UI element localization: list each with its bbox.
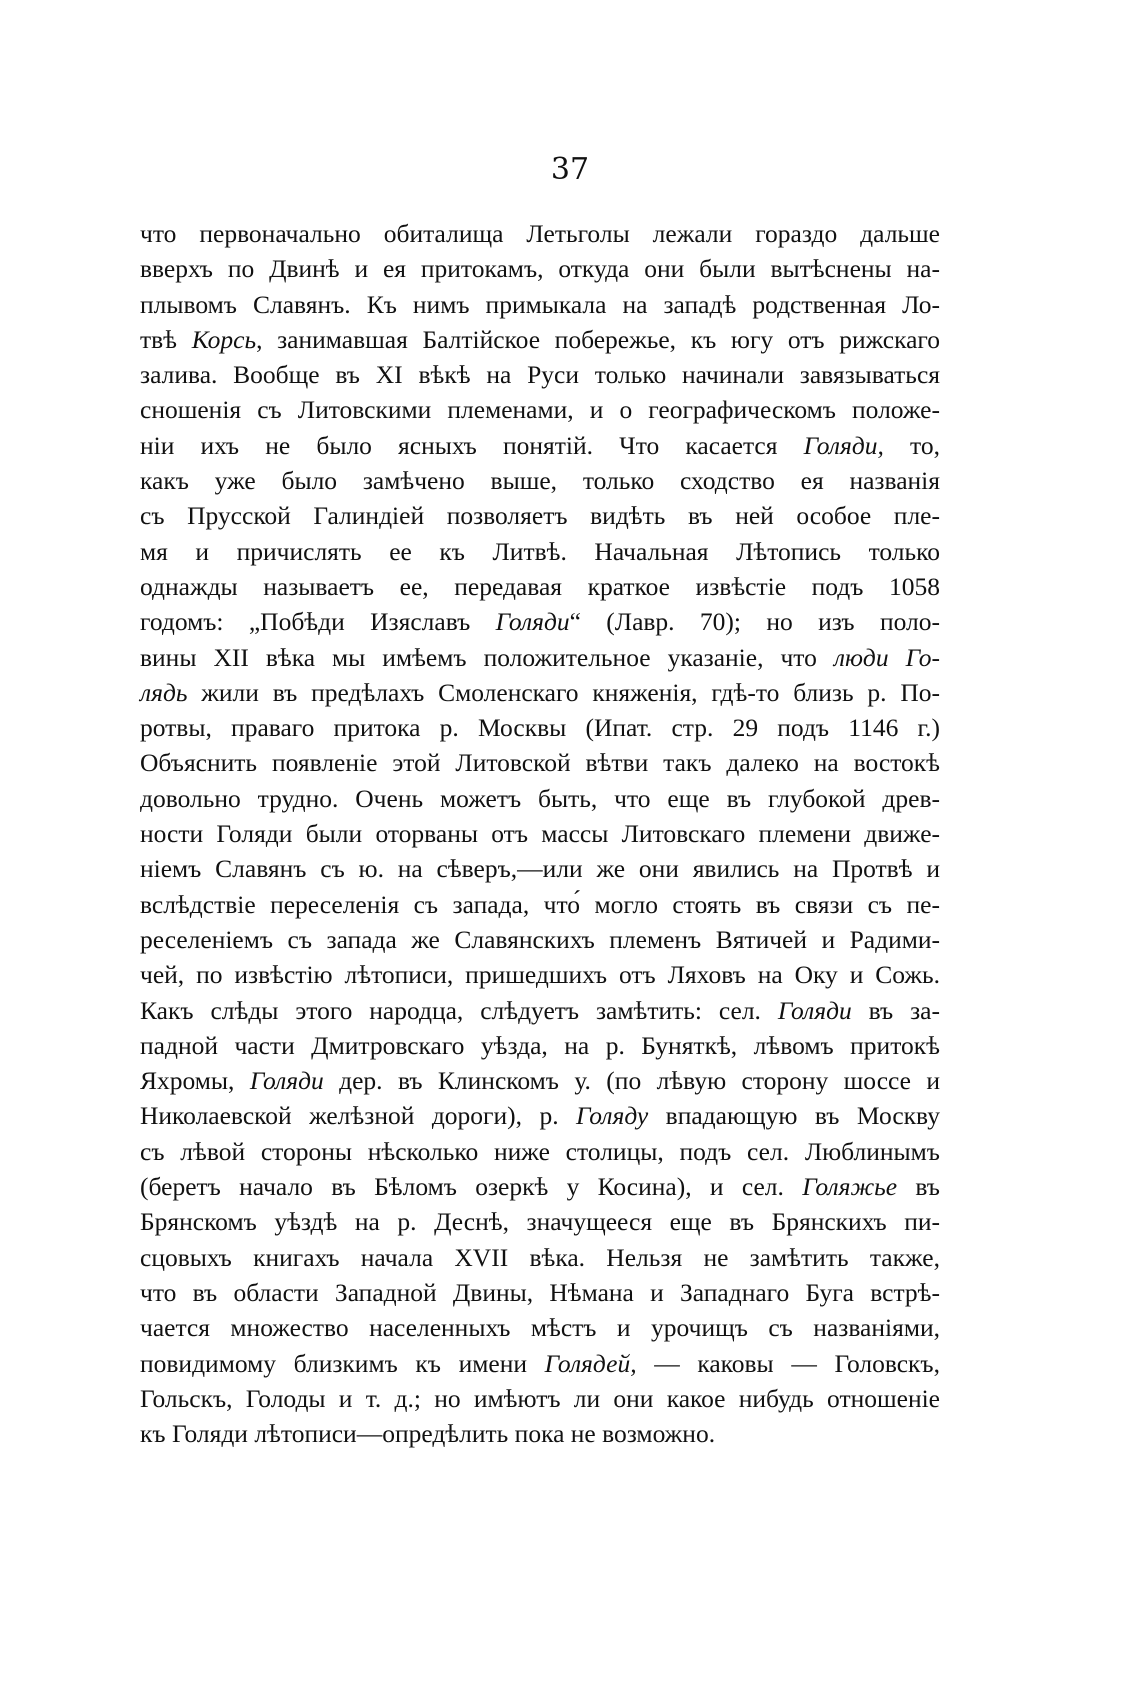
text-span: какъ уже было замѣчено выше, только сходство ея названія bbox=[140, 466, 940, 496]
text-span: впадающую въ Москву bbox=[648, 1101, 940, 1131]
text-line bbox=[140, 745, 940, 780]
italic-span: Голяжье bbox=[802, 1172, 898, 1202]
text-span: сношенія съ Литовскими племенами, и о географическомъ положе- bbox=[140, 395, 940, 425]
text-line bbox=[140, 887, 940, 922]
text-span: ротвы, праваго притока р. Москвы (Ипат. стр. 29 подъ 1146 г.) bbox=[140, 713, 940, 743]
text-span: чается множество населенныхъ мѣстъ и урочищъ съ названіями, bbox=[140, 1313, 940, 1343]
text-line bbox=[140, 392, 940, 427]
text-line bbox=[140, 1098, 940, 1133]
text-span: чей, по извѣстію лѣтописи, пришедшихъ отъ Ляховъ на Оку и Сожь. bbox=[140, 960, 940, 990]
text-line bbox=[140, 675, 940, 710]
body-paragraph bbox=[140, 216, 940, 1451]
italic-span: Голяди, bbox=[803, 430, 884, 460]
text-line bbox=[140, 1134, 940, 1169]
text-span: что первоначально обиталища Летьголы лежали гораздо дальше bbox=[140, 219, 940, 248]
text-span: годомъ: „Побѣди Изяславъ bbox=[140, 607, 496, 637]
text-line bbox=[140, 816, 940, 851]
text-span: съ лѣвой стороны нѣсколько ниже столицы, подъ сел. Люблинымъ bbox=[140, 1136, 940, 1166]
text-line bbox=[140, 1028, 940, 1063]
text-line bbox=[140, 957, 940, 992]
text-span: плывомъ Славянъ. Къ нимъ примыкала на западѣ родственная Ло- bbox=[140, 289, 940, 319]
text-span: Гольскъ, Голоды и т. д.; но имѣютъ ли они какое нибудь отношеніе bbox=[140, 1383, 940, 1413]
text-span: то, bbox=[883, 430, 940, 460]
text-span: Брянскомъ уѣздѣ на р. Деснѣ, значущееся еще въ Брянскихъ пи- bbox=[140, 1207, 940, 1237]
text-span: жили въ предѣлахъ Смоленскаго княженія, гдѣ-то близь р. По- bbox=[187, 677, 940, 707]
text-span: что въ области Западной Двины, Нѣмана и Западнаго Буга встрѣ- bbox=[140, 1277, 940, 1307]
text-span: дер. въ Клинскомъ у. (по лѣвую сторону шоссе и bbox=[323, 1066, 940, 1096]
text-line bbox=[140, 1416, 940, 1451]
text-span: твѣ bbox=[140, 324, 192, 354]
text-span: Объяснить появленіе этой Литовской вѣтви такъ далеко на востокѣ bbox=[140, 748, 940, 778]
text-line bbox=[140, 1063, 940, 1098]
text-line bbox=[140, 993, 940, 1028]
text-line bbox=[140, 851, 940, 886]
text-line bbox=[140, 781, 940, 816]
italic-span: Голяди bbox=[249, 1066, 324, 1096]
text-span: мя и причислять ее къ Литвѣ. Начальная Лѣтопись только bbox=[140, 536, 940, 566]
italic-span: Голядей, bbox=[544, 1348, 637, 1378]
text-line bbox=[140, 357, 940, 392]
text-span: вины XII вѣка мы имѣемъ положительное указаніе, что bbox=[140, 642, 834, 672]
text-span: “ (Лавр. 70); но изъ поло- bbox=[569, 607, 940, 637]
text-line bbox=[140, 1240, 940, 1275]
text-line bbox=[140, 1275, 940, 1310]
text-line bbox=[140, 1169, 940, 1204]
text-line bbox=[140, 922, 940, 957]
italic-span: Голяди bbox=[777, 995, 852, 1025]
text-span: реселеніемъ съ запада же Славянскихъ племенъ Вятичей и Радими- bbox=[140, 924, 940, 954]
text-span: ніи ихъ не было ясныхъ понятій. Что касается bbox=[140, 430, 804, 460]
text-span: залива. Вообще въ XI вѣкѣ на Руси только начинали завязываться bbox=[140, 360, 940, 390]
text-line bbox=[140, 251, 940, 286]
text-line bbox=[140, 1346, 940, 1381]
text-span: къ Голяди лѣтописи—опредѣлить пока не возможно. bbox=[140, 1419, 716, 1449]
text-span: повидимому близкимъ къ имени bbox=[140, 1348, 545, 1378]
text-line bbox=[140, 287, 940, 322]
italic-span: Голяду bbox=[576, 1101, 649, 1131]
text-line bbox=[140, 534, 940, 569]
text-span: — каковы — Головскъ, bbox=[636, 1348, 940, 1378]
text-line bbox=[140, 463, 940, 498]
text-span: Какъ слѣды этого народца, слѣдуетъ замѣтить: сел. bbox=[140, 995, 778, 1025]
text-line bbox=[140, 322, 940, 357]
text-line bbox=[140, 1310, 940, 1345]
italic-span: Голяди bbox=[495, 607, 570, 637]
text-span: въ за- bbox=[851, 995, 940, 1025]
text-line bbox=[140, 428, 940, 463]
text-line bbox=[140, 1204, 940, 1239]
italic-span: лядь bbox=[140, 677, 188, 707]
text-span: съ Прусской Галиндіей позволяетъ видѣть въ ней особое пле- bbox=[140, 501, 940, 531]
text-span: въ bbox=[897, 1172, 940, 1202]
text-span: вслѣдствіе переселенія съ запада, что́ могло стоять въ связи съ пе- bbox=[140, 889, 940, 919]
page-number: 37 bbox=[550, 152, 590, 187]
text-line bbox=[140, 216, 940, 251]
text-line bbox=[140, 710, 940, 745]
text-span: ніемъ Славянъ съ ю. на сѣверъ,—или же они явились на Протвѣ и bbox=[140, 854, 940, 884]
text-span: падной части Дмитровскаго уѣзда, на р. Буняткѣ, лѣвомъ притокѣ bbox=[140, 1030, 940, 1060]
text-span: Николаевской желѣзной дороги), р. bbox=[140, 1101, 577, 1131]
text-span: вверхъ по Двинѣ и ея притокамъ, откуда они были вытѣснены на- bbox=[140, 254, 940, 284]
text-span: довольно трудно. Очень можетъ быть, что еще въ глубокой древ- bbox=[140, 783, 940, 813]
text-line bbox=[140, 569, 940, 604]
text-span: сцовыхъ книгахъ начала XVII вѣка. Нельзя не замѣтить также, bbox=[140, 1242, 940, 1272]
text-line bbox=[140, 604, 940, 639]
text-span: однажды называетъ ее, передавая краткое извѣстіе подъ 1058 bbox=[140, 571, 940, 601]
text-span: Яхромы, bbox=[140, 1066, 250, 1096]
text-line bbox=[140, 640, 940, 675]
text-span: ности Голяди были оторваны отъ массы Литовскаго племени движе- bbox=[140, 819, 940, 849]
text-line bbox=[140, 1381, 940, 1416]
text-span: (беретъ начало въ Бѣломъ озеркѣ у Косина), и сел. bbox=[140, 1172, 803, 1202]
text-line bbox=[140, 498, 940, 533]
italic-span: Корсь bbox=[191, 324, 257, 354]
italic-span: люди Го- bbox=[833, 642, 940, 672]
text-span: , занимавшая Балтійское побережье, къ югу отъ рижскаго bbox=[256, 324, 940, 354]
